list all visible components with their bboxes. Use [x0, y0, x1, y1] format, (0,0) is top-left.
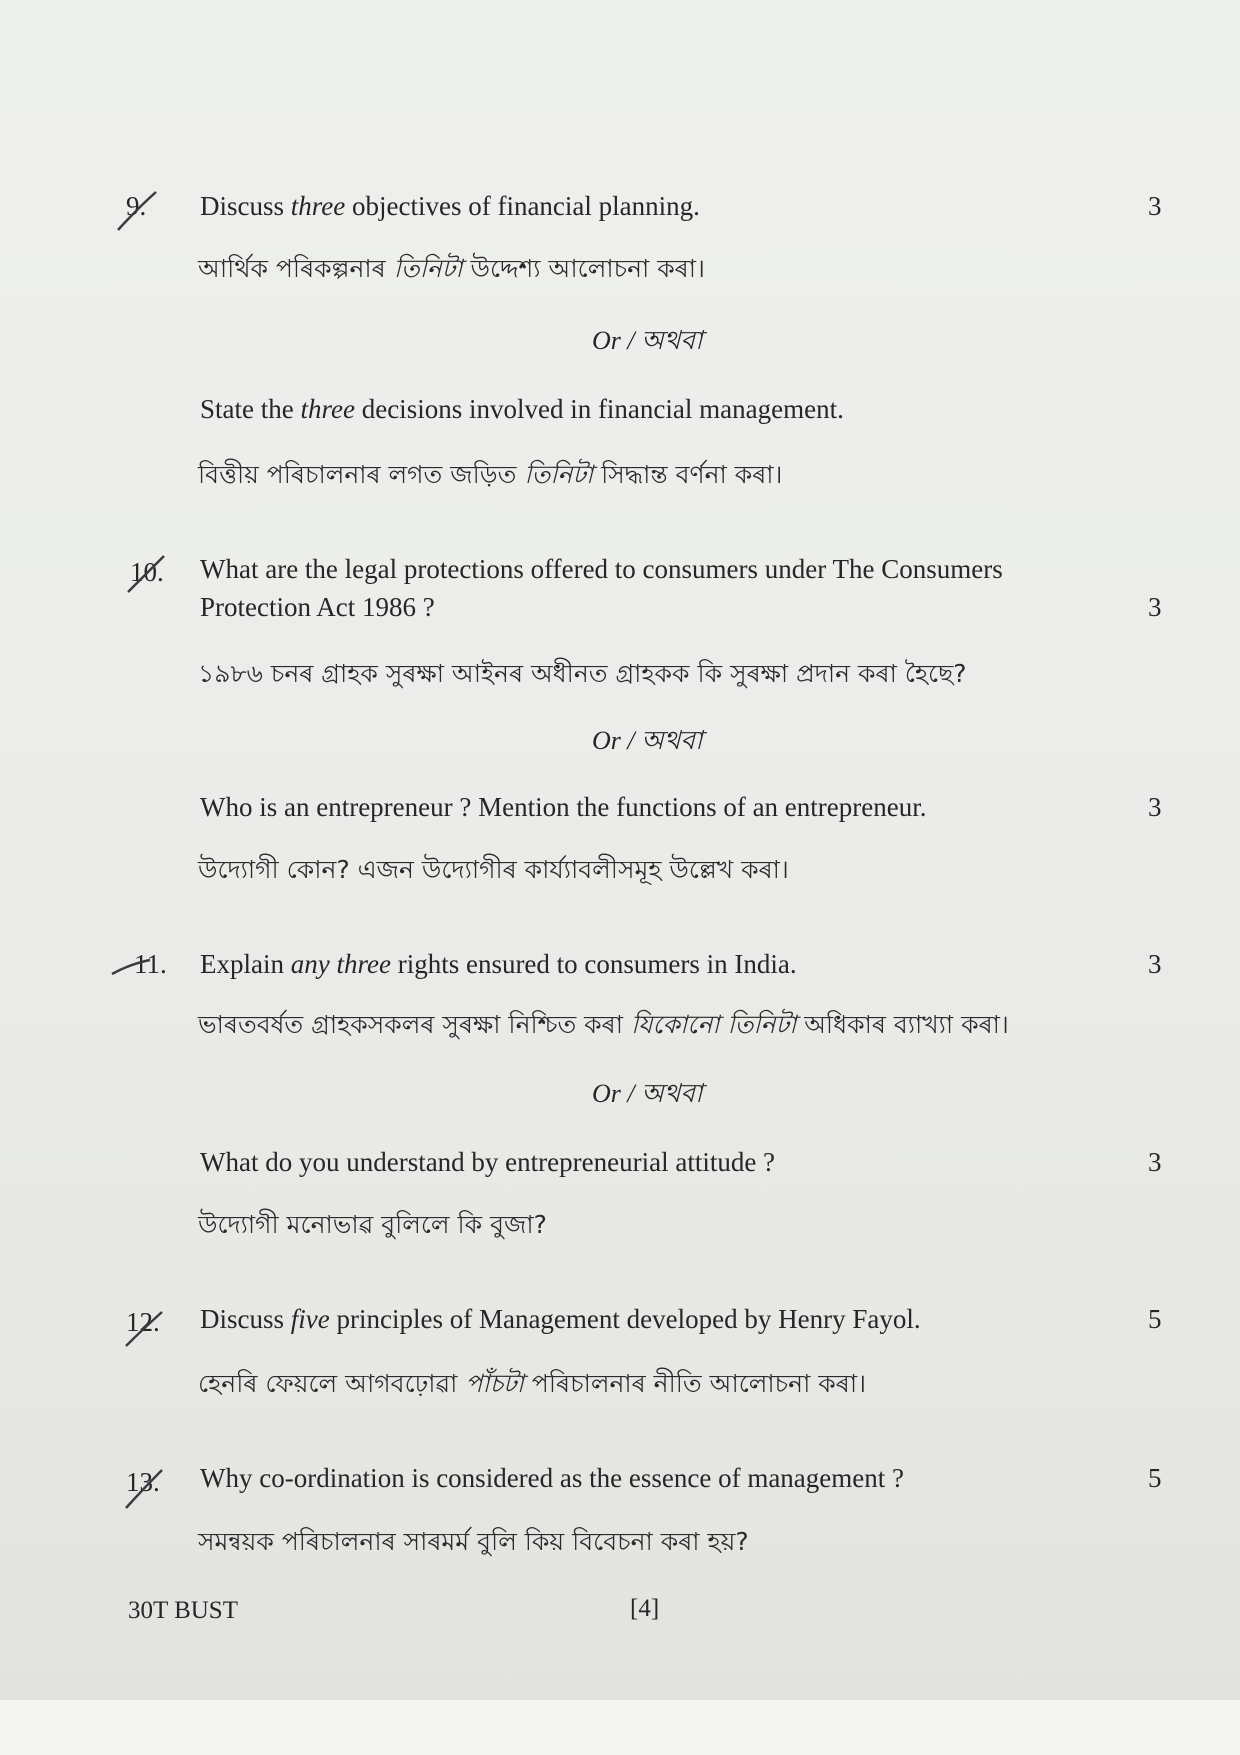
or-separator-10: Or / অথবা: [592, 726, 703, 755]
question-9-marks: 3: [1148, 191, 1162, 221]
question-9-text-assamese: আৰ্থিক পৰিকল্পনাৰ তিনিটা উদ্দেশ্য আলোচনা কৰা।: [198, 254, 705, 283]
pen-tick-mark-icon: [118, 1306, 178, 1356]
question-13-text: Why co-ordination is considered as the essence of management ?: [200, 1463, 904, 1493]
question-11-alt-marks: 3: [1148, 1147, 1162, 1177]
question-number-10: 10.: [130, 557, 164, 587]
question-11-alt-text: What do you understand by entrepreneurial attitude ?: [200, 1147, 776, 1177]
question-12-text: Discuss five principles of Management developed by Henry Fayol.: [200, 1304, 921, 1334]
question-number-11: 11.: [134, 949, 167, 979]
question-9-alt-text: State the three decisions involved in financial management.: [200, 394, 844, 424]
question-10-alt-text: Who is an entrepreneur ? Mention the functions of an entrepreneur.: [200, 792, 927, 822]
question-11-alt-text-assamese: উদ্যোগী মনোভাৱ বুলিলে কি বুজা?: [198, 1210, 547, 1239]
or-separator-9: Or / অথবা: [592, 326, 703, 355]
question-10-marks: 3: [1148, 592, 1162, 622]
question-11-text: Explain any three rights ensured to consumers in India.: [200, 949, 797, 979]
question-9-text: Discuss three objectives of financial planning.: [200, 191, 700, 221]
question-number-13: 13.: [126, 1467, 160, 1497]
page-number: [4]: [630, 1595, 660, 1622]
question-12-marks: 5: [1148, 1304, 1162, 1334]
question-10-text-line1: What are the legal protections offered to consumers under The Consumers: [200, 554, 1003, 584]
question-13-text-assamese: সমন্বয়ক পৰিচালনাৰ সাৰমৰ্ম বুলি কিয় বিবেচনা কৰা হয়?: [198, 1527, 749, 1556]
question-number-9: 9.: [126, 191, 147, 221]
question-9-alt-text-assamese: বিত্তীয় পৰিচালনাৰ লগত জড়িত তিনিটা সিদ্ধান্ত বৰ্ণনা কৰা।: [198, 460, 783, 489]
question-11-marks: 3: [1148, 949, 1162, 979]
paper-code: 30T BUST: [128, 1597, 238, 1624]
pen-tick-mark-icon: [118, 1464, 178, 1514]
question-10-text-assamese: ১৯৮৬ চনৰ গ্ৰাহক সুৰক্ষা আইনৰ অধীনত গ্ৰাহকক কি সুৰক্ষা প্ৰদান কৰা হৈছে?: [198, 659, 967, 688]
question-12-text-assamese: হেনৰি ফেয়লে আগবঢ়োৱা পাঁচটা পৰিচালনাৰ নীতি আলোচনা কৰা।: [198, 1369, 867, 1398]
pen-tick-mark-icon: [112, 188, 172, 238]
question-11-text-assamese: ভাৰতবৰ্ষত গ্ৰাহকসকলৰ সুৰক্ষা নিশ্চিত কৰা যিকোনো তিনিটা অধিকাৰ ব্যাখ্যা কৰা।: [198, 1010, 1009, 1039]
question-13-marks: 5: [1148, 1463, 1162, 1493]
question-10-text-line2: Protection Act 1986 ?: [200, 592, 435, 622]
page-bottom-edge: [0, 1700, 1240, 1755]
question-10-alt-marks: 3: [1148, 792, 1162, 822]
pen-tick-mark-icon: [118, 552, 178, 602]
pen-dash-mark-icon: [108, 952, 168, 982]
or-separator-11: Or / অথবা: [592, 1079, 703, 1108]
question-number-12: 12.: [126, 1307, 160, 1337]
question-10-alt-text-assamese: উদ্যোগী কোন? এজন উদ্যোগীৰ কাৰ্য্যাবলীসমূহ উল্লেখ কৰা।: [198, 855, 789, 884]
